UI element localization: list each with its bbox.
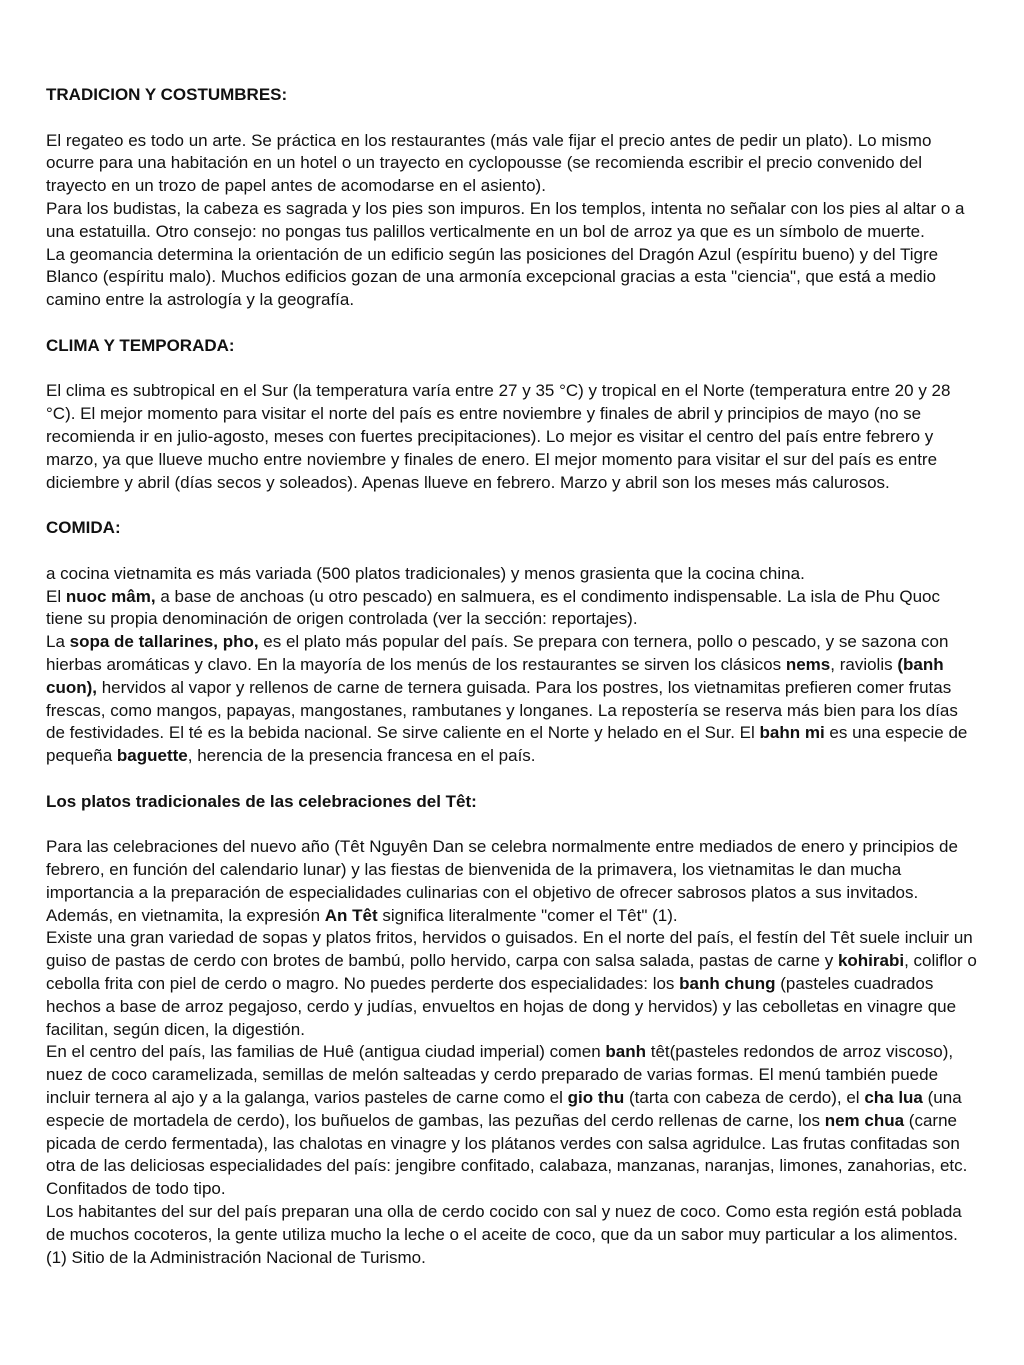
text-run: es el plato más popular del país. Se prepara con ternera, pollo o pescado, y se sazona con hierbas aromáticas y clavo. En la mayoría de los menús de los restaurantes se sirven los clásicos: [46, 632, 949, 674]
section-heading-clima: CLIMA Y TEMPORADA:: [46, 335, 235, 355]
section-heading-tet: Los platos tradicionales de las celebraciones del Têt:: [46, 791, 477, 811]
text-run: (pasteles cuadrados hechos a base de arroz pegajoso, cerdo y judías, envueltos en hojas de dong y hervidos) y las cebolletas en vinagre que facilitan, según dicen, la digestión.: [46, 974, 957, 1039]
comida-paragraph-3: [46, 631, 978, 768]
tradicion-paragraph-2: Para los budistas, la cabeza es sagrada y los pies son impuros. En los templos, intenta no señalar con los pies al altar o a una estatuilla. Otro consejo: no pongas tus palillos verticalmente en un bol de arroz ya que es un símbolo de muerte.: [46, 198, 965, 241]
spacer: [46, 768, 978, 791]
term-baguette: baguette: [116, 746, 188, 766]
term-banh: banh: [605, 1042, 647, 1062]
text-run: (carne picada de cerdo fermentada), las chalotas en vinagre y los plátanos verdes con salsa agridulce. Las frutas confitadas son otra de las deliciosas especialidades del país: jengibre confitado, calabaza, manzanas, naranjas, limones, zanahorias, etc. Confitados de todo tipo.: [46, 1110, 968, 1199]
tet-paragraph-3: [46, 1041, 978, 1201]
text-run: (tarta con cabeza de cerdo), el: [624, 1088, 865, 1108]
term-nuoc-mam-initial: n: [65, 586, 77, 606]
text-run: El: [46, 586, 66, 606]
spacer: [46, 312, 978, 335]
text-run: , herencia de la presencia francesa en el país.: [187, 746, 536, 766]
text-run: En el centro del país, las familias de Huê (antigua ciudad imperial) comen: [46, 1042, 606, 1062]
document-page: [46, 84, 978, 1269]
text-run: (una especie de mortadela de cerdo), los buñuelos de gambas, las pezuñas del cerdo rellenas de carne, los: [46, 1088, 962, 1130]
text-run: Para las celebraciones del nuevo año (Têt Nguyên Dan se celebra normalmente entre mediados de enero y principios de febrero, en función del calendario lunar) y las fiestas de bienvenida de la primavera, los vietnamitas le dan mucha importancia a la preparación de especialidades culinarias con el objetivo de ofrecer sabrosos platos a sus invitados. Además, en vietnamita, la expresión: [46, 837, 958, 925]
comida-paragraph-2: [46, 586, 978, 632]
spacer: [46, 358, 978, 381]
text-run: têt(pasteles redondos de arroz viscoso), nuez de coco caramelizada, semillas de melón salteadas y cerdo preparado de varias formas. El menú también puede incluir ternera al ajo y a la galanga, varios pasteles de carne como el: [46, 1042, 954, 1108]
tradicion-paragraph-3: La geomancia determina la orientación de un edificio según las posiciones del Dragón Azul (espíritu bueno) y del Tigre Blanco (espíritu malo). Muchos edificios gozan de una armonía excepcional gracias a esta "ciencia", que está a medio camino entre la astrología y la geografía.: [46, 244, 939, 310]
text-run: La: [46, 632, 70, 652]
tet-paragraph-1: [46, 836, 978, 927]
term-cha-lua: cha lua: [864, 1088, 923, 1108]
text-run: significa literalmente "comer el Têt" (1).: [377, 905, 678, 925]
spacer: [46, 494, 978, 517]
text-run: Existe una gran variedad de sopas y platos fritos, hervidos o guisados. En el norte del país, el festín del Têt suele incluir un guiso de pastas de cerdo con brotes de bambú, pollo hervido, carpa con salsa salada, pastas de carne y: [46, 928, 973, 971]
term-nem-chua: nem chua: [824, 1110, 905, 1130]
spacer: [46, 540, 978, 563]
tet-paragraph-2: [46, 927, 978, 1041]
text-run: es una especie de pequeña: [46, 723, 968, 766]
section-heading-comida: COMIDA:: [46, 518, 121, 538]
spacer: [46, 814, 978, 837]
term-nuoc-mam: uoc mâm,: [76, 586, 156, 606]
term-an-tet: An Têt: [324, 905, 378, 925]
clima-paragraph-1: El clima es subtropical en el Sur (la temperatura varía entre 27 y 35 °C) y tropical en el Norte (temperatura entre 20 y 28 °C). El mejor momento para visitar el norte del país es entre noviembre y finales de abril y principios de mayo (no se recomienda ir en julio-agosto, meses con fuertes precipitaciones). Lo mejor es visitar el centro del país entre febrero y marzo, ya que llueve mucho entre noviembre y finales de enero. El mejor momento para visitar el sur del país es entre diciembre y abril (días secos y soleados). Apenas llueve en febrero. Marzo y abril son los meses más calurosos.: [46, 381, 951, 492]
term-banh-chung: banh chung: [679, 974, 776, 994]
term-kohirabi: kohirabi: [837, 951, 905, 971]
term-pho: sopa de tallarines, pho,: [69, 632, 259, 652]
tradicion-paragraph-1: El regateo es todo un arte. Se práctica en los restaurantes (más vale fijar el precio antes de pedir un plato). Lo mismo ocurre para una habitación en un hotel o un trayecto en cyclopousse (se recomienda escribir el precio convenido del trayecto en un trozo de papel antes de acomodarse en el asiento).: [46, 130, 932, 196]
text-run: a base de anchoas (u otro pescado) en salmuera, es el condimento indispensable. La isla de Phu Quoc tiene su propia denominación de origen controlada (ver la sección: reportajes).: [46, 586, 940, 629]
term-banh-cuon: (banh cuon),: [46, 654, 944, 697]
tet-paragraph-4: Los habitantes del sur del país preparan una olla de cerdo cocido con sal y nuez de coco. Como esta región está poblada de muchos cocoteros, la gente utiliza mucho la leche o el aceite de coco, que da un sabor muy particular a los alimentos. (1) Sitio de la Administración Nacional de Turismo.: [46, 1202, 962, 1267]
section-heading-tradicion: TRADICION Y COSTUMBRES:: [46, 85, 288, 104]
text-run: hervidos al vapor y rellenos de carne de ternera guisada. Para los postres, los vietnamitas prefieren comer frutas frescas, como mangos, papayas, mangostanes, rambutanes y longanes. La repostería se reserva más bien para los días de festividades. El té es la bebida nacional. Se sirve caliente en el Norte y helado en el Sur. El: [46, 677, 958, 743]
term-gio-thu: gio thu: [567, 1088, 625, 1108]
text-run: , raviolis: [830, 654, 898, 674]
term-nems: nems: [785, 654, 831, 674]
spacer: [46, 107, 978, 130]
term-bahn-mi: bahn mi: [759, 723, 825, 743]
comida-paragraph-1: a cocina vietnamita es más variada (500 platos tradicionales) y menos grasienta que la cocina china.: [46, 563, 805, 583]
text-run: , coliflor o cebolla frita con piel de cerdo o magro. No puedes perderte dos especialidades: los: [46, 951, 977, 994]
